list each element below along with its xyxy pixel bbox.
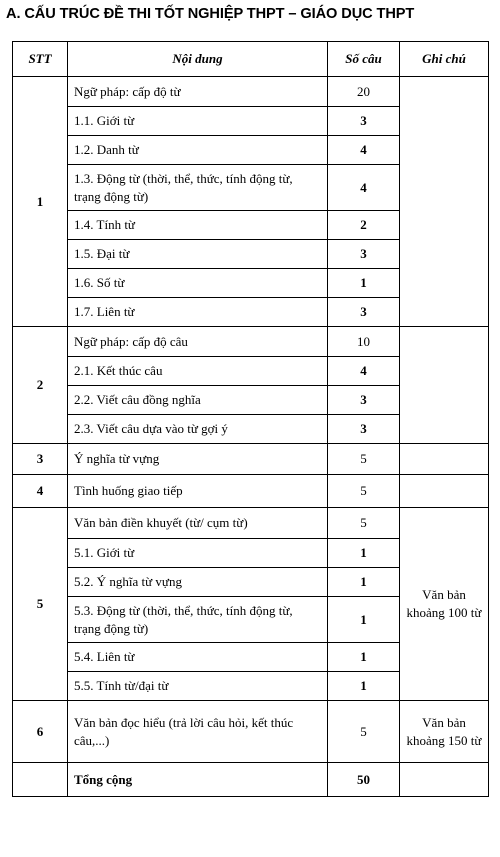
row-count: 1: [328, 568, 400, 597]
row-content: 2.2. Viết câu đồng nghĩa: [68, 386, 328, 415]
total-empty-cell: [13, 763, 68, 797]
row-count: 5: [328, 475, 400, 508]
section-number: 4: [13, 475, 68, 508]
header-stt: STT: [13, 42, 68, 77]
row-count: 3: [328, 240, 400, 269]
row-count: 1: [328, 597, 400, 643]
row-content: 1.6. Số từ: [68, 269, 328, 298]
row-content: Văn bản điền khuyết (từ/ cụm từ): [68, 508, 328, 539]
row-count: 3: [328, 107, 400, 136]
row-count: 3: [328, 415, 400, 444]
section-number: 5: [13, 508, 68, 701]
row-count: 3: [328, 386, 400, 415]
section-note: [400, 327, 489, 444]
table-row: [13, 327, 489, 357]
section-note: [400, 475, 489, 508]
header-content: Nội dung: [68, 42, 328, 77]
table-row: [13, 77, 489, 107]
row-content: Ngữ pháp: cấp độ từ: [68, 77, 328, 107]
row-count: 5: [328, 508, 400, 539]
row-content: 1.4. Tính từ: [68, 211, 328, 240]
row-count: 4: [328, 165, 400, 211]
total-label: Tổng cộng: [68, 763, 328, 797]
row-content: Tình huống giao tiếp: [68, 475, 328, 508]
row-content: 1.5. Đại từ: [68, 240, 328, 269]
total-row: [13, 763, 489, 797]
row-content: 2.3. Viết câu dựa vào từ gợi ý: [68, 415, 328, 444]
row-count: 1: [328, 672, 400, 701]
section-note: [400, 77, 489, 327]
row-count: 10: [328, 327, 400, 357]
document-title: A. CẤU TRÚC ĐỀ THI TỐT NGHIỆP THPT – GIÁO DỤC THPT: [6, 6, 415, 22]
row-content: 1.3. Động từ (thời, thể, thức, tính động từ, trạng động từ): [68, 165, 328, 211]
section-note: Văn bản khoảng 150 từ: [400, 701, 489, 763]
table-row: [13, 444, 489, 475]
section-number: 6: [13, 701, 68, 763]
row-count: 5: [328, 701, 400, 763]
table-body: [13, 77, 489, 797]
row-content: 5.4. Liên từ: [68, 643, 328, 672]
row-count: 5: [328, 444, 400, 475]
total-note-cell: [400, 763, 489, 797]
row-content: 2.1. Kết thúc câu: [68, 357, 328, 386]
section-number: 3: [13, 444, 68, 475]
row-count: 1: [328, 269, 400, 298]
row-count: 1: [328, 643, 400, 672]
row-content: Văn bản đọc hiểu (trả lời câu hỏi, kết thúc câu,...): [68, 701, 328, 763]
table-header-row: [13, 42, 489, 77]
row-content: Ngữ pháp: cấp độ câu: [68, 327, 328, 357]
row-count: 4: [328, 136, 400, 165]
row-content: 5.5. Tính từ/đại từ: [68, 672, 328, 701]
table-row: [13, 508, 489, 539]
row-content: 1.2. Danh từ: [68, 136, 328, 165]
section-number: 2: [13, 327, 68, 444]
row-count: 3: [328, 298, 400, 327]
row-content: 5.2. Ý nghĩa từ vựng: [68, 568, 328, 597]
row-count: 1: [328, 539, 400, 568]
exam-structure-table: [12, 41, 489, 797]
header-note: Ghi chú: [400, 42, 489, 77]
row-count: 4: [328, 357, 400, 386]
table-row: [13, 475, 489, 508]
section-note: [400, 444, 489, 475]
row-count: 2: [328, 211, 400, 240]
row-content: Ý nghĩa từ vựng: [68, 444, 328, 475]
table-row: [13, 701, 489, 763]
section-note: Văn bản khoảng 100 từ: [400, 508, 489, 701]
row-content: 1.1. Giới từ: [68, 107, 328, 136]
row-count: 20: [328, 77, 400, 107]
section-number: 1: [13, 77, 68, 327]
row-content: 1.7. Liên từ: [68, 298, 328, 327]
header-count: Số câu: [328, 42, 400, 77]
row-content: 5.1. Giới từ: [68, 539, 328, 568]
total-count: 50: [328, 763, 400, 797]
row-content: 5.3. Động từ (thời, thể, thức, tính động từ, trạng động từ): [68, 597, 328, 643]
